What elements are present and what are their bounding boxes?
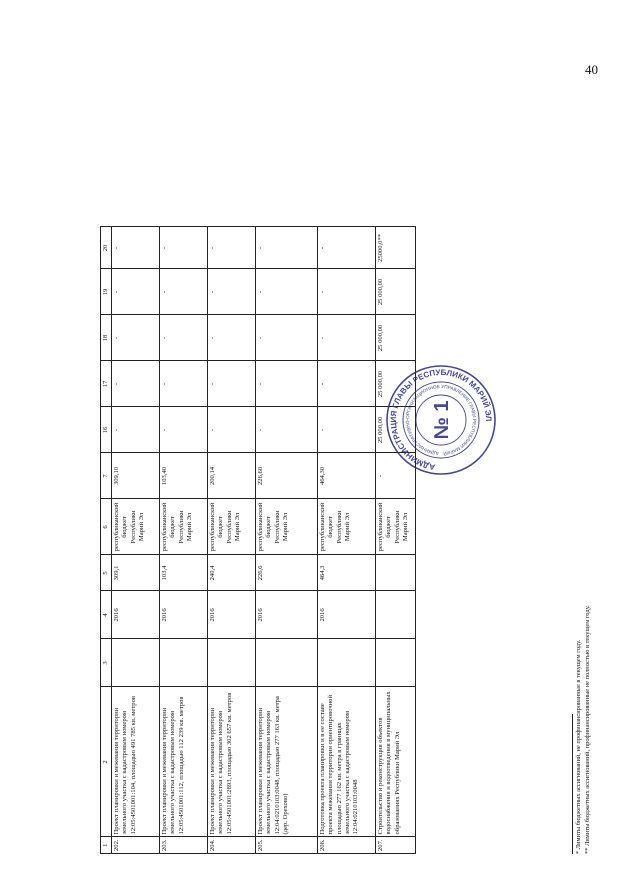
cell: - [160, 407, 208, 453]
year-cell: 2016 [256, 591, 318, 639]
cell: 25 000,00 [376, 315, 416, 361]
funding-source: республиканский бюджет Республики Марий Эл [376, 499, 416, 555]
cell: - [208, 361, 256, 407]
year-cell [376, 591, 416, 639]
cell: - [208, 227, 256, 269]
table-row [208, 227, 256, 854]
cell [376, 639, 416, 687]
stamp-inner-text: АДМИНИСТРАТИВНО-ОРГАНИЗАЦИОННОЕ УПРАВЛЕНИЕ ГЛАВЫ РЕСПУБЛИКИ МАРИЙ [404, 383, 478, 456]
cell: - [256, 269, 318, 315]
row-name: Строительство и реконструкция объектов водоснабжения и водоотведения в муниципальных образованиях Республики Марий Эл [376, 687, 416, 837]
row-name: Проект планировки и межевания территории земельного участка с кадастровым номером 12:05:4501001:104, площадью 491 785 кв. метров [112, 687, 160, 837]
stamp-center-number: № 1 [431, 400, 453, 440]
cell: 464,30 [318, 453, 376, 499]
funding-source: республиканский бюджет Республики Марий Эл [318, 499, 376, 555]
cell: - [318, 361, 376, 407]
cell: - [256, 315, 318, 361]
cell: - [160, 315, 208, 361]
year-cell: 2016 [160, 591, 208, 639]
cell: - [208, 407, 256, 453]
column-header: 17 [101, 361, 112, 407]
footnotes [572, 605, 592, 854]
cell: 464,3 [318, 555, 376, 591]
cell: - [160, 361, 208, 407]
cell: 25000,0** [376, 227, 416, 269]
cell: 309,1 [112, 555, 160, 591]
cell: 103,40 [160, 453, 208, 499]
column-header: 6 [101, 499, 112, 555]
column-header: 16 [101, 407, 112, 453]
cell [208, 639, 256, 687]
cell: - [208, 315, 256, 361]
row-number: 202. [112, 837, 160, 854]
cell: - [318, 407, 376, 453]
column-header: 19 [101, 269, 112, 315]
cell: - [112, 315, 160, 361]
row-number: 204. [208, 837, 256, 854]
cell: - [112, 227, 160, 269]
cell: - [112, 407, 160, 453]
table-row [318, 227, 376, 854]
row-name: Проект планировки и межевания территории земельного участка с кадастровым номером 12:05:4501001:112, площадью 112 239 кв. метров [160, 687, 208, 837]
row-number: 203. [160, 837, 208, 854]
column-header: 5 [101, 555, 112, 591]
cell: 226,6 [256, 555, 318, 591]
cell: - [318, 315, 376, 361]
column-header: 20 [101, 227, 112, 269]
cell: - [160, 269, 208, 315]
stamp-outer-text: АДМИНИСТРАЦИЯ ГЛАВЫ РЕСПУБЛИКИ МАРИЙ ЭЛ [388, 367, 494, 472]
cell: 226,60 [256, 453, 318, 499]
column-header: 2 [101, 687, 112, 837]
year-cell: 2016 [112, 591, 160, 639]
cell: - [256, 227, 318, 269]
column-header: 7 [101, 453, 112, 499]
cell: - [112, 269, 160, 315]
cell [376, 555, 416, 591]
footnote-divider [572, 714, 573, 854]
funding-source: республиканский бюджет Республики Марий Эл [208, 499, 256, 555]
cell: - [376, 453, 416, 499]
official-seal-stamp [385, 364, 497, 476]
row-number: 207. [376, 837, 416, 854]
row-number: 205. [256, 837, 318, 854]
cell: 103,4 [160, 555, 208, 591]
row-name: Проект планировки и межевания территории земельного участка с кадастровым номером 12:05:4501001:2893, площадью 302 657 кв. метров [208, 687, 256, 837]
cell: 309,10 [112, 453, 160, 499]
funding-source: республиканский бюджет Республики Марий Эл [256, 499, 318, 555]
year-cell: 2016 [208, 591, 256, 639]
cell [318, 639, 376, 687]
cell: 200,14 [208, 453, 256, 499]
row-name: Проект планировки и межевания территории земельного участка с кадастровым номером 12:04:0210103:0048, площадью 277 163 кв. метра (дер. Орехово) [256, 687, 318, 837]
table-row [112, 227, 160, 854]
row-name: Подготовка проекта планировки и в ее составе проекта межевания территории ориентировочной площадью 277 162 кв. метра в границах земельного участка с кадастровым номером 12:04:0210103:0048 [318, 687, 376, 837]
cell [112, 639, 160, 687]
column-header: 3 [101, 639, 112, 687]
cell: 240,4 [208, 555, 256, 591]
funding-source: республиканский бюджет Республики Марий Эл [112, 499, 160, 555]
footnote: ** Лимиты бюджетных ассигнований, профинансированные не полностью в текущем году. [583, 605, 591, 854]
cell: - [256, 361, 318, 407]
row-number: 206. [318, 837, 376, 854]
table-row [256, 227, 318, 854]
funding-source: республиканский бюджет Республики Марий Эл [160, 499, 208, 555]
cell [160, 639, 208, 687]
budget-table [100, 226, 416, 854]
year-cell: 2016 [318, 591, 376, 639]
cell [256, 639, 318, 687]
cell: - [208, 269, 256, 315]
cell: - [160, 227, 208, 269]
page-number: 40 [585, 62, 598, 77]
cell: 25 000,00 [376, 361, 416, 407]
table-header-row [101, 227, 112, 854]
cell: 25 000,00 [376, 269, 416, 315]
cell: - [256, 407, 318, 453]
cell: - [112, 361, 160, 407]
table-row [160, 227, 208, 854]
cell: - [318, 269, 376, 315]
footnote: * Лимиты бюджетных ассигнований, не профинансированные в текущем году. [575, 639, 582, 854]
column-header: 4 [101, 591, 112, 639]
cell: 25 000,00 [376, 407, 416, 453]
column-header: 1 [101, 837, 112, 854]
table-row [376, 227, 416, 854]
column-header: 18 [101, 315, 112, 361]
cell: - [318, 227, 376, 269]
